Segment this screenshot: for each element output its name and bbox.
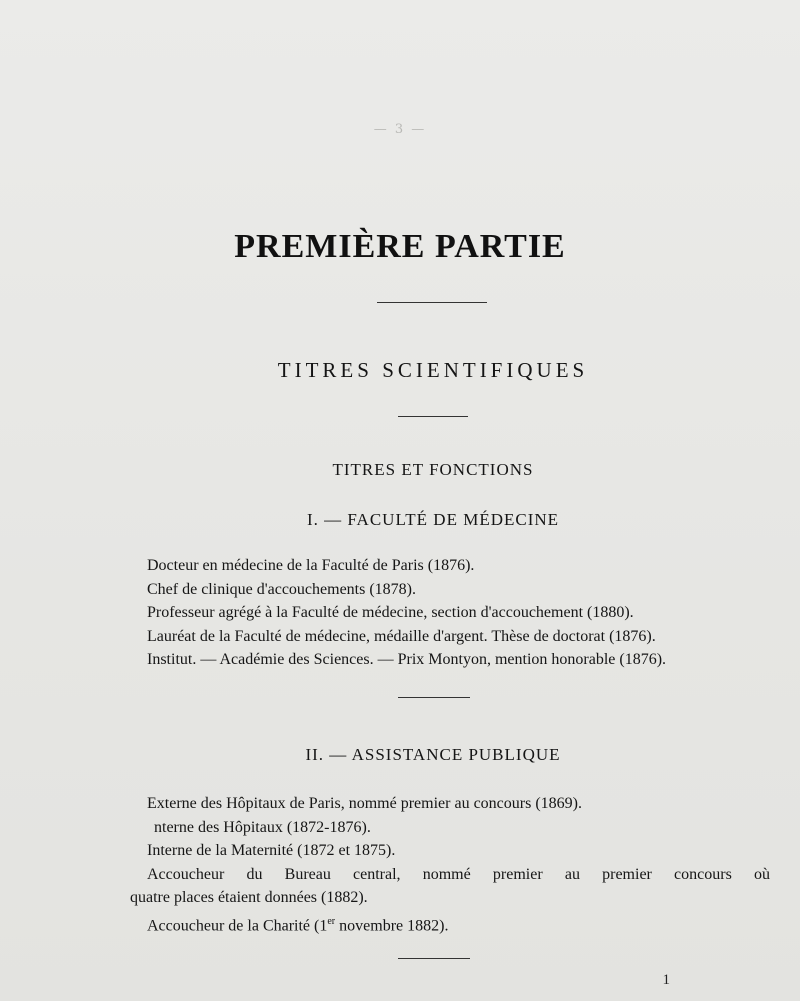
list-item: Professeur agrégé à la Faculté de médecine, section d'accouchement (1880). <box>147 604 634 621</box>
list-item: Lauréat de la Faculté de médecine, médaille d'argent. Thèse de doctorat (1876). <box>147 627 656 645</box>
page-number: 1 <box>662 972 670 988</box>
list-item: Accoucheur du Bureau central, nommé premier au premier concours où <box>147 865 770 883</box>
assistance-heading: II. — ASSISTANCE PUBLIQUE <box>305 745 561 764</box>
assistance-list <box>130 792 770 937</box>
charite-date: novembre 1882). <box>335 916 449 934</box>
list-item: quatre places étaient données (1882). <box>130 889 368 906</box>
superscript-er: er <box>327 915 336 927</box>
page-title: PREMIÈRE PARTIE <box>234 228 566 265</box>
list-item: Externe des Hôpitaux de Paris, nommé premier au concours (1869). <box>147 795 582 812</box>
list-item: Chef de clinique d'accouchements (1878). <box>147 580 417 598</box>
faculte-heading: I. — FACULTÉ DE MÉDECINE <box>306 510 560 529</box>
page-marker: — 3 — <box>373 122 427 137</box>
section-heading: TITRES ET FONCTIONS <box>332 460 534 479</box>
list-item: Institut. — Académie des Sciences. — Prix Montyon, mention honorable (1876). <box>147 651 667 668</box>
section-rule <box>398 697 470 698</box>
list-item: Docteur en médecine de la Faculté de Paris (1876). <box>147 557 475 574</box>
title-rule <box>377 302 487 303</box>
bottom-rule <box>398 958 470 959</box>
subtitle-rule <box>398 416 468 417</box>
subtitle: TITRES SCIENTIFIQUES <box>277 358 589 382</box>
faculte-list <box>130 554 770 672</box>
list-item <box>130 910 770 938</box>
list-item: Interne de la Maternité (1872 et 1875). <box>147 842 396 859</box>
list-item: nterne des Hôpitaux (1872-1876). <box>154 818 371 836</box>
charite-text: Accoucheur de la Charité (1 <box>147 916 328 934</box>
